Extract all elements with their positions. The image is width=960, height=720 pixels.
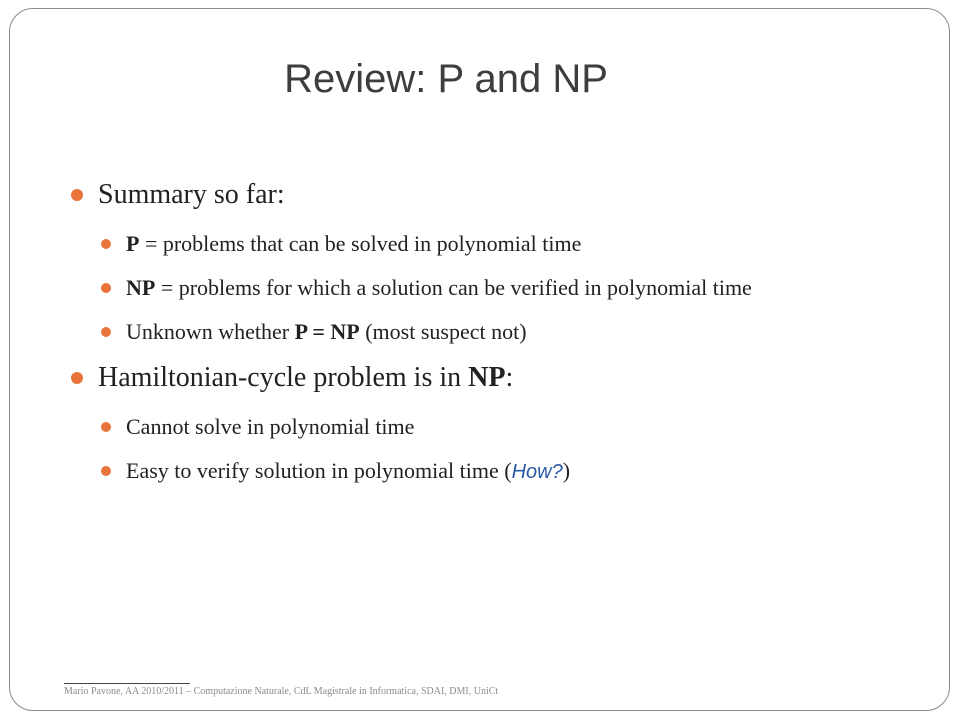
hamiltonian-heading-post: : bbox=[505, 362, 514, 393]
bullet-summary bbox=[70, 175, 920, 215]
bullet-easy-verify bbox=[100, 453, 920, 490]
np-term: NP bbox=[126, 275, 156, 300]
slide-footer: Mario Pavone, AA 2010/2011 – Computazione Naturale, CdL Magistrale in Informatica, SDAI, DMI, UniCt bbox=[64, 686, 499, 697]
bullet-p-equals-np bbox=[100, 314, 920, 349]
slide-title: Review: P and NP bbox=[284, 57, 608, 101]
p-equals-np-pre: Unknown whether bbox=[126, 319, 295, 344]
bullet-dot-icon bbox=[101, 327, 111, 337]
how-question: How? bbox=[511, 461, 563, 483]
p-equals-np-post: (most suspect not) bbox=[359, 319, 527, 344]
bullet-hamiltonian bbox=[70, 358, 920, 398]
p-equals-np-term: P = NP bbox=[294, 319, 360, 344]
summary-heading: Summary so far: bbox=[98, 179, 285, 210]
easy-verify-pre: Easy to verify solution in polynomial time ( bbox=[126, 458, 512, 483]
footer-divider bbox=[64, 683, 190, 684]
bullet-dot-icon bbox=[101, 466, 111, 476]
bullet-cannot-solve bbox=[100, 409, 920, 444]
easy-verify-post: ) bbox=[562, 458, 571, 483]
p-term: P bbox=[126, 231, 140, 256]
np-definition-text: = problems for which a solution can be verified in polynomial time bbox=[155, 275, 752, 300]
hamiltonian-np-term: NP bbox=[468, 362, 506, 393]
slide-frame bbox=[9, 8, 950, 711]
p-definition-text: = problems that can be solved in polynomial time bbox=[139, 231, 582, 256]
slide-body bbox=[70, 175, 920, 499]
bullet-dot-icon bbox=[101, 239, 111, 249]
cannot-solve-text: Cannot solve in polynomial time bbox=[126, 414, 415, 439]
bullet-dot-icon bbox=[101, 283, 111, 293]
hamiltonian-heading-pre: Hamiltonian-cycle problem is in bbox=[98, 362, 469, 393]
bullet-np-definition bbox=[100, 270, 920, 305]
bullet-dot-icon bbox=[71, 189, 83, 201]
bullet-dot-icon bbox=[101, 422, 111, 432]
bullet-dot-icon bbox=[71, 372, 83, 384]
bullet-p-definition bbox=[100, 226, 920, 261]
